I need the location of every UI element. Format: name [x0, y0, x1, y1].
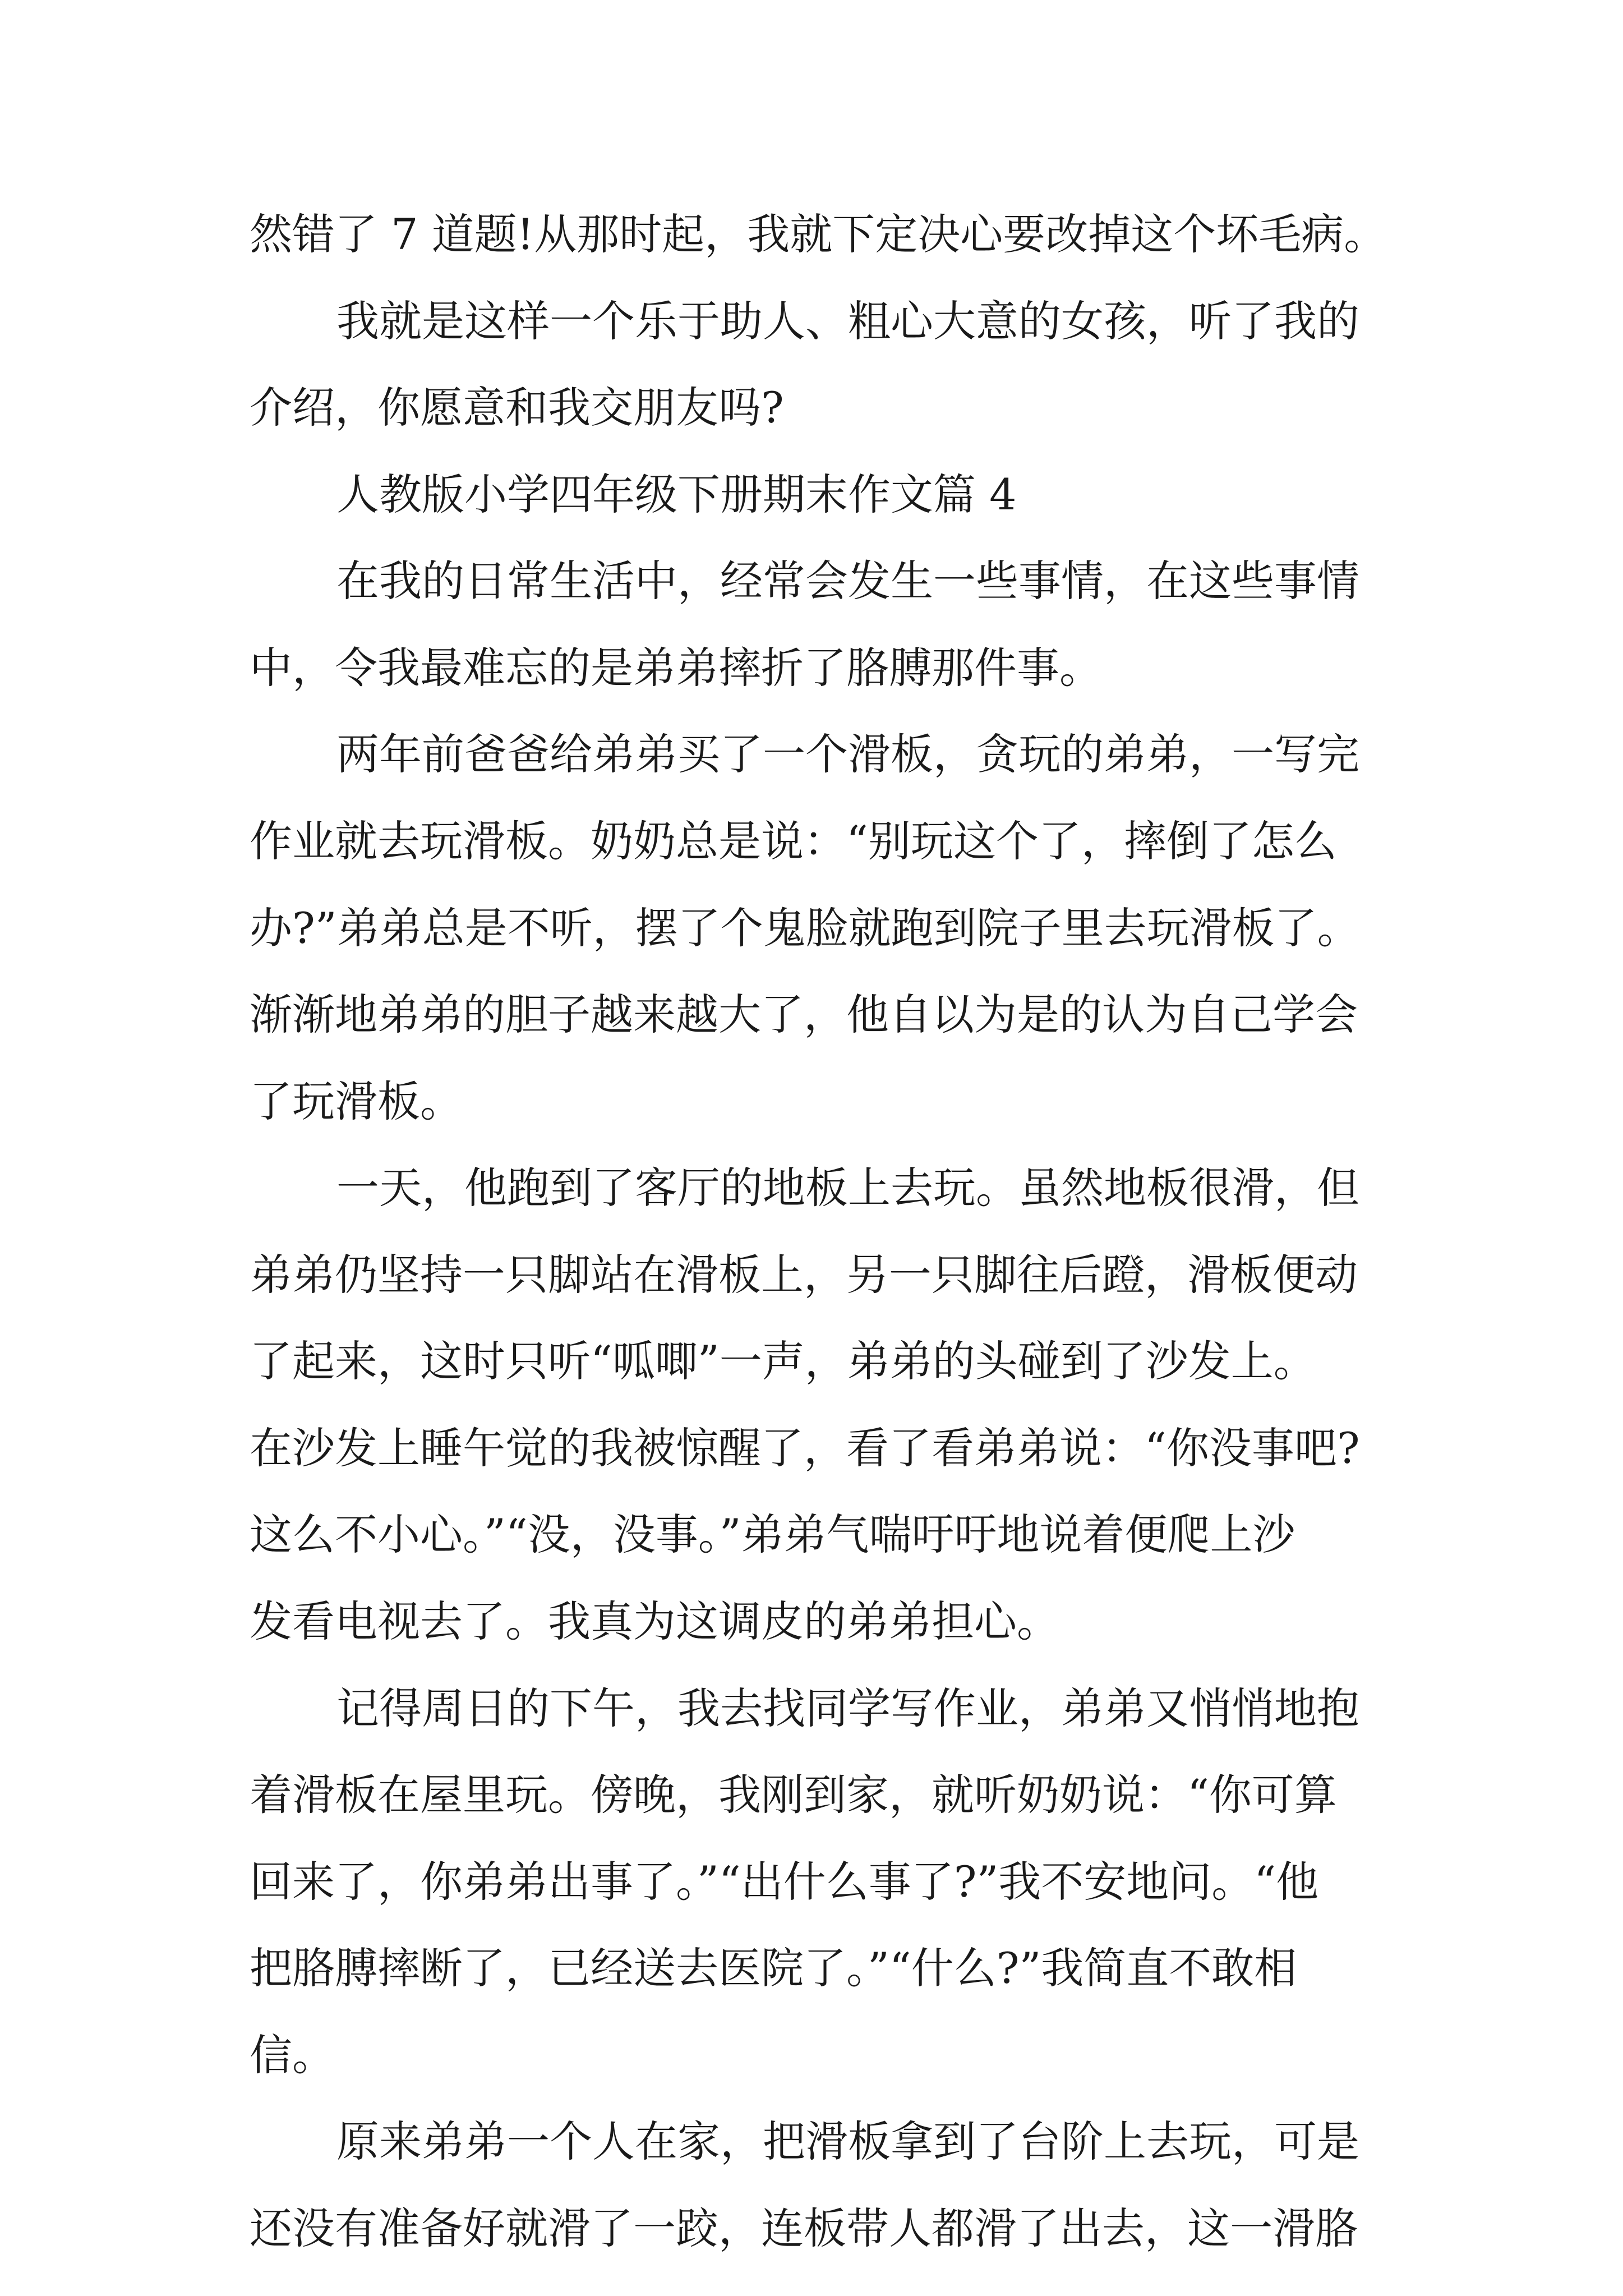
text-line: 然错了 7 道题!从那时起，我就下定决心要改掉这个坏毛病。: [250, 209, 1387, 259]
text-line: 在沙发上睡午觉的我被惊醒了，看了看弟弟说：“你没事吧?: [250, 1423, 1360, 1473]
text-line: 渐渐地弟弟的胆子越来越大了，他自以为是的认为自己学会: [250, 990, 1358, 1039]
text-line: 弟弟仍坚持一只脚站在滑板上，另一只脚往后蹬，滑板便动: [250, 1250, 1358, 1300]
text-line: 记得周日的下午，我去找同学写作业，弟弟又悄悄地抱: [336, 1683, 1359, 1733]
text-line: 把胳膊摔断了，已经送去医院了。”“什么?”我简直不敢相: [250, 1943, 1297, 1993]
text-line: 中，令我最难忘的是弟弟摔折了胳膊那件事。: [250, 643, 1102, 693]
text-line: 办?”弟弟总是不听，摆了个鬼脸就跑到院子里去玩滑板了。: [250, 903, 1360, 953]
text-line: 着滑板在屋里玩。傍晚，我刚到家，就听奶奶说：“你可算: [250, 1770, 1337, 1820]
text-line: 介绍，你愿意和我交朋友吗?: [250, 383, 784, 432]
text-line: 作业就去玩滑板。奶奶总是说：“别玩这个了，摔倒了怎么: [250, 816, 1337, 866]
text-line: 还没有准备好就滑了一跤，连板带人都滑了出去，这一滑胳: [250, 2203, 1358, 2253]
text-line: 我就是这样一个乐于助人、粗心大意的女孩，听了我的: [336, 296, 1359, 346]
text-line: 一天，他跑到了客厅的地板上去玩。虽然地板很滑，但: [336, 1163, 1359, 1213]
text-line: 这么不小心。”“没，没事。”弟弟气喘吁吁地说着便爬上沙: [250, 1510, 1295, 1559]
text-line: 信。: [250, 2030, 335, 2080]
text-line: 在我的日常生活中，经常会发生一些事情，在这些事情: [336, 556, 1359, 606]
text-line: 了玩滑板。: [250, 1076, 463, 1126]
text-line: 两年前爸爸给弟弟买了一个滑板，贪玩的弟弟，一写完: [336, 729, 1359, 779]
text-line: 了起来，这时只听“呱唧”一声，弟弟的头碰到了沙发上。: [250, 1336, 1316, 1386]
text-line: 原来弟弟一个人在家，把滑板拿到了台阶上去玩，可是: [336, 2116, 1359, 2166]
text-line: 回来了，你弟弟出事了。”“出什么事了?”我不安地问。“他: [250, 1857, 1319, 1907]
section-heading: 人教版小学四年级下册期末作文篇 4: [336, 470, 1017, 519]
text-line: 发看电视去了。我真为这调皮的弟弟担心。: [250, 1596, 1059, 1646]
